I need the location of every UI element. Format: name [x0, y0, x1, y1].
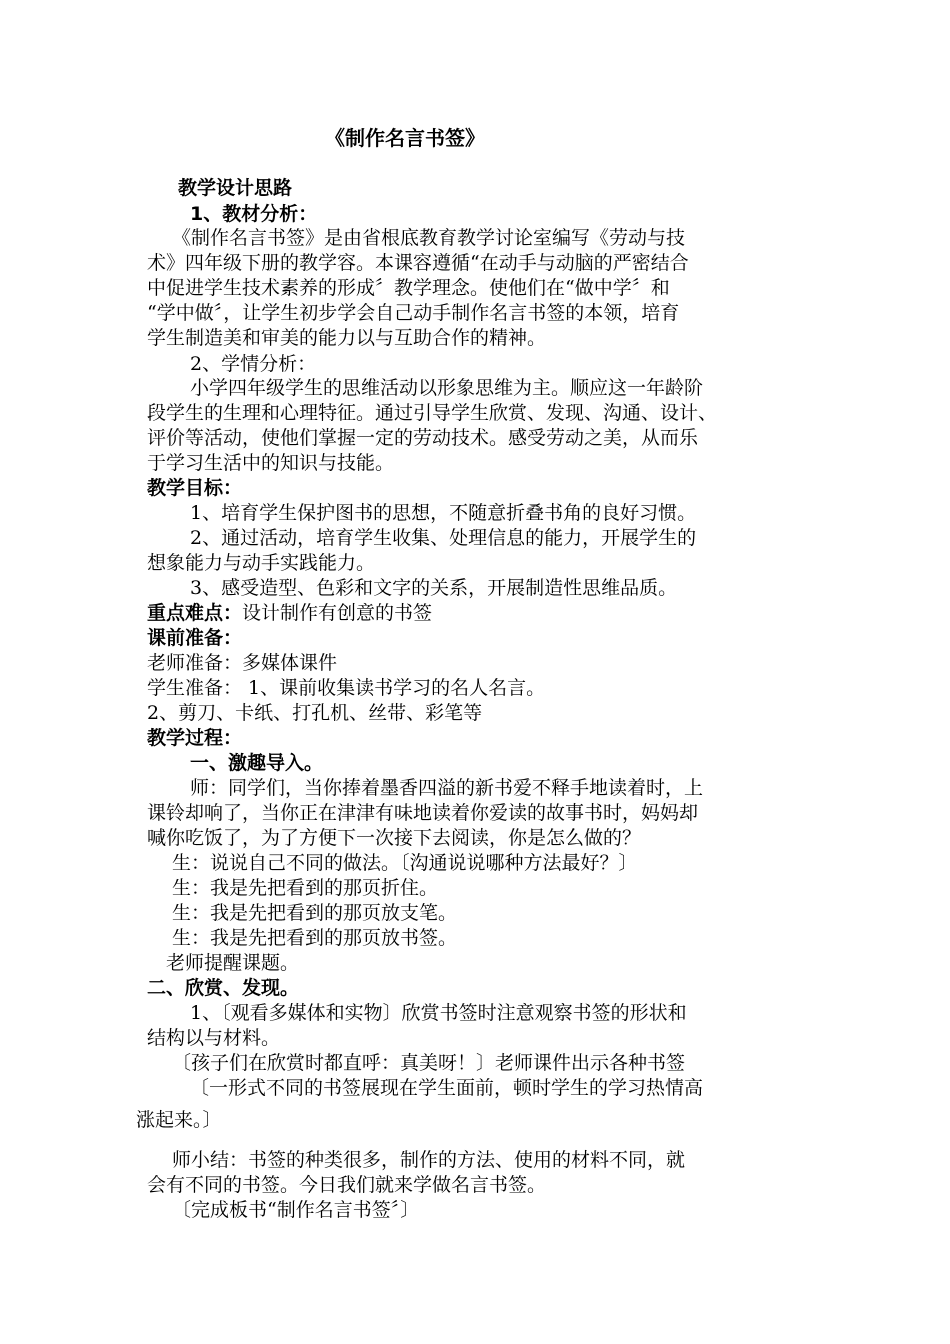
dialogue-line: 生：我是先把看到的那页折住。: [172, 877, 439, 899]
dialogue-line: 生：说说自己不同的做法。〔沟通说说哪种方法最好？〕: [172, 852, 638, 874]
key-points-label: 重点难点：: [147, 602, 243, 624]
section-heading-appreciate: 二、欣赏、发现。: [147, 977, 300, 999]
paragraph-line: 会有不同的书签。今日我们就来学做名言书签。: [147, 1174, 547, 1196]
paragraph-line: 师：同学们，当你捧着墨香四溢的新书爱不释手地读着时，上: [190, 777, 704, 799]
heading-design-idea: 教学设计思路: [178, 177, 293, 199]
paragraph-line: 术》四年级下册的教学容。本课容遵循“在动手与动脑的严密结合: [147, 252, 689, 274]
student-preparation: 学生准备： 1、课前收集读书学习的名人名言。: [147, 677, 546, 699]
paragraph-line: 于学习生活中的知识与技能。: [147, 452, 395, 474]
heading-preparation: 课前准备：: [147, 627, 243, 649]
teacher-preparation: 老师准备：多媒体课件: [147, 652, 338, 674]
paragraph-line: 学生制造美和审美的能力以与互助合作的精神。: [147, 327, 547, 349]
paragraph-line: 中促进学生技术素养的形成〞教学理念。使他们在“做中学〞和: [147, 277, 670, 299]
goal-item-continued: 想象能力与动手实践能力。: [147, 552, 376, 574]
paragraph-line: 涨起来。〕: [136, 1109, 222, 1131]
heading-material-analysis: 1、教材分析：: [190, 203, 318, 225]
goal-item: 2、通过活动，培育学生收集、处理信息的能力，开展学生的: [190, 527, 697, 549]
dialogue-line: 生：我是先把看到的那页放支笔。: [172, 902, 458, 924]
paragraph-line: 结构以与材料。: [147, 1027, 281, 1049]
heading-learner-analysis: 2、学情分析：: [190, 353, 317, 375]
goal-item: 3、感受造型、色彩和文字的关系，开展制造性思维品质。: [190, 577, 678, 599]
student-preparation-item: 2、剪刀、卡纸、打孔机、丝带、彩笔等: [147, 702, 483, 724]
paragraph-line: 评价等活动，使他们掌握一定的劳动技术。感受劳动之美，从而乐: [147, 427, 699, 449]
heading-teaching-process: 教学过程：: [147, 727, 243, 749]
dialogue-line: 老师提醒课题。: [166, 952, 300, 974]
paragraph-line: 〔完成板书“制作名言书签〞〕: [172, 1199, 420, 1221]
heading-teaching-goals: 教学目标：: [147, 477, 243, 499]
dialogue-line: 生：我是先把看到的那页放书签。: [172, 927, 458, 949]
paragraph-line: 段学生的生理和心理特征。通过引导学生欣赏、发现、沟通、设计、: [147, 402, 718, 424]
goal-item: 1、培育学生保护图书的思想，不随意折叠书角的良好习惯。: [190, 502, 697, 524]
paragraph-line: 〔一形式不同的书签展现在学生面前，顿时学生的学习热情高: [190, 1077, 704, 1099]
paragraph-line: “学中做〞，让学生初步学会自己动手制作名言书签的本领，培育: [147, 302, 680, 324]
paragraph-line: 小学四年级学生的思维活动以形象思维为主。顺应这一年龄阶: [190, 377, 704, 399]
paragraph-line: 课铃却响了，当你正在津津有味地读着你爱读的故事书时，妈妈却: [147, 802, 699, 824]
key-points-line: [147, 600, 432, 626]
document-title: 《制作名言书签》: [325, 126, 485, 150]
paragraph-line: 1、〔观看多媒体和实物〕欣赏书签时注意观察书签的形状和: [190, 1002, 687, 1024]
section-heading-intro: 一、激趣导入。: [190, 752, 324, 774]
paragraph-line: 《制作名言书签》是由省根底教育教学讨论室编写《劳动与技: [172, 227, 686, 249]
paragraph-line: 师小结：书签的种类很多，制作的方法、使用的材料不同，就: [172, 1149, 686, 1171]
paragraph-line: 〔孩子们在欣赏时都直呼：真美呀！〕老师课件出示各种书签: [172, 1052, 686, 1074]
key-points-text: 设计制作有创意的书签: [242, 602, 433, 624]
paragraph-line: 喊你吃饭了，为了方便下一次接下去阅读，你是怎么做的？: [147, 827, 642, 849]
